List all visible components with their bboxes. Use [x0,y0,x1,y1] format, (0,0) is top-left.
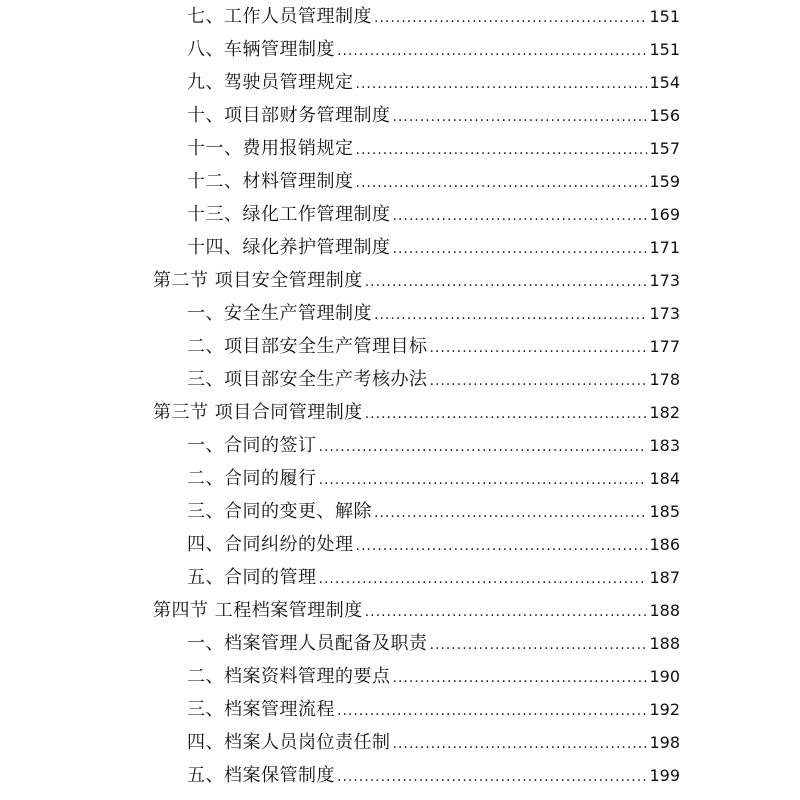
toc-page-number: 177 [649,337,680,356]
toc-entry [187,2,680,32]
toc-page-number: 157 [649,139,680,158]
toc-page-number: 185 [649,502,680,521]
toc-entry-label: 二、项目部安全生产管理目标 [187,336,428,357]
toc-page-number: 199 [649,766,680,785]
toc-entry [187,101,680,131]
toc-entry-label: 二、档案资料管理的要点 [187,666,391,687]
toc-dot-leader [365,399,648,429]
toc-page-number: 169 [649,205,680,224]
toc-page-number: 190 [649,667,680,686]
toc-dot-leader [365,267,648,297]
toc-entry-label: 三、项目部安全生产考核办法 [187,369,428,390]
toc-dot-leader [430,366,648,396]
toc-dot-leader [356,69,648,99]
toc-entry-label: 二、合同的履行 [187,468,317,489]
toc-entry [187,332,680,362]
toc-dot-leader [393,663,648,693]
toc-entry [187,233,680,263]
toc-page-number: 188 [649,634,680,653]
toc-page-number: 173 [649,304,680,323]
toc-page-number: 188 [649,601,680,620]
toc-entry-label: 十二、材料管理制度 [187,171,354,192]
toc-entry [187,299,680,329]
toc-entry [187,35,680,65]
toc-dot-leader [393,102,648,132]
toc-entry-label: 四、合同纠纷的处理 [187,534,354,555]
toc-dot-leader [365,597,648,627]
toc-entry [187,662,680,692]
toc-dot-leader [374,300,647,330]
toc-entry-label: 第三节 项目合同管理制度 [153,402,363,423]
toc-page-number: 186 [649,535,680,554]
toc-page-number: 171 [649,238,680,257]
toc-entry [187,497,680,527]
toc-entry [187,728,680,758]
toc-entry [187,464,680,494]
toc-entry-label: 一、档案管理人员配备及职责 [187,633,428,654]
toc-entry-label: 第四节 工程档案管理制度 [153,600,363,621]
toc-entry [187,200,680,230]
toc-entry [187,629,680,659]
toc-section-entry [153,596,680,626]
toc-entry [187,761,680,791]
toc-entry [187,365,680,395]
toc-entry-label: 十三、绿化工作管理制度 [187,204,391,225]
toc-dot-leader [337,762,647,792]
toc-section-entry [153,398,680,428]
toc-dot-leader [337,36,647,66]
toc-page-number: 151 [649,7,680,26]
toc-dot-leader [393,201,648,231]
toc-dot-leader [319,564,648,594]
toc-dot-leader [356,135,648,165]
toc-page-number: 159 [649,172,680,191]
toc-dot-leader [430,630,648,660]
toc-entry-label: 五、合同的管理 [187,567,317,588]
toc-page-number: 178 [649,370,680,389]
toc-entry-label: 八、车辆管理制度 [187,39,335,60]
toc-dot-leader [356,531,648,561]
toc-dot-leader [374,498,647,528]
toc-entry-label: 第二节 项目安全管理制度 [153,270,363,291]
toc-dot-leader [319,432,648,462]
toc-dot-leader [393,234,648,264]
toc-entry-label: 十一、费用报销规定 [187,138,354,159]
toc-dot-leader [319,465,648,495]
toc-entry-label: 一、安全生产管理制度 [187,303,372,324]
toc-page-number: 151 [649,40,680,59]
toc-entry-label: 一、合同的签订 [187,435,317,456]
toc-page-number: 184 [649,469,680,488]
toc-entry [187,563,680,593]
toc-entry [187,695,680,725]
toc-page-number: 156 [649,106,680,125]
toc-entry [187,530,680,560]
toc-entry-label: 四、档案人员岗位责任制 [187,732,391,753]
toc-page-number: 154 [649,73,680,92]
toc-entry [187,134,680,164]
toc-entry-label: 三、合同的变更、解除 [187,501,372,522]
toc-page-number: 192 [649,700,680,719]
toc-entry [187,431,680,461]
toc-page-number: 183 [649,436,680,455]
toc-dot-leader [393,729,648,759]
toc-entry-label: 三、档案管理流程 [187,699,335,720]
toc-entry-label: 十、项目部财务管理制度 [187,105,391,126]
toc-section-entry [153,266,680,296]
toc-page-number: 182 [649,403,680,422]
toc-entry [187,167,680,197]
toc-page-number: 198 [649,733,680,752]
toc-dot-leader [430,333,648,363]
toc-dot-leader [356,168,648,198]
toc-page-number: 173 [649,271,680,290]
toc-entry-label: 五、档案保管制度 [187,765,335,786]
toc-entry-label: 七、工作人员管理制度 [187,6,372,27]
toc-page-number: 187 [649,568,680,587]
toc-entry [187,68,680,98]
toc-entry-label: 九、驾驶员管理规定 [187,72,354,93]
toc-entry-label: 十四、绿化养护管理制度 [187,237,391,258]
toc-dot-leader [374,3,647,33]
toc-dot-leader [337,696,647,726]
